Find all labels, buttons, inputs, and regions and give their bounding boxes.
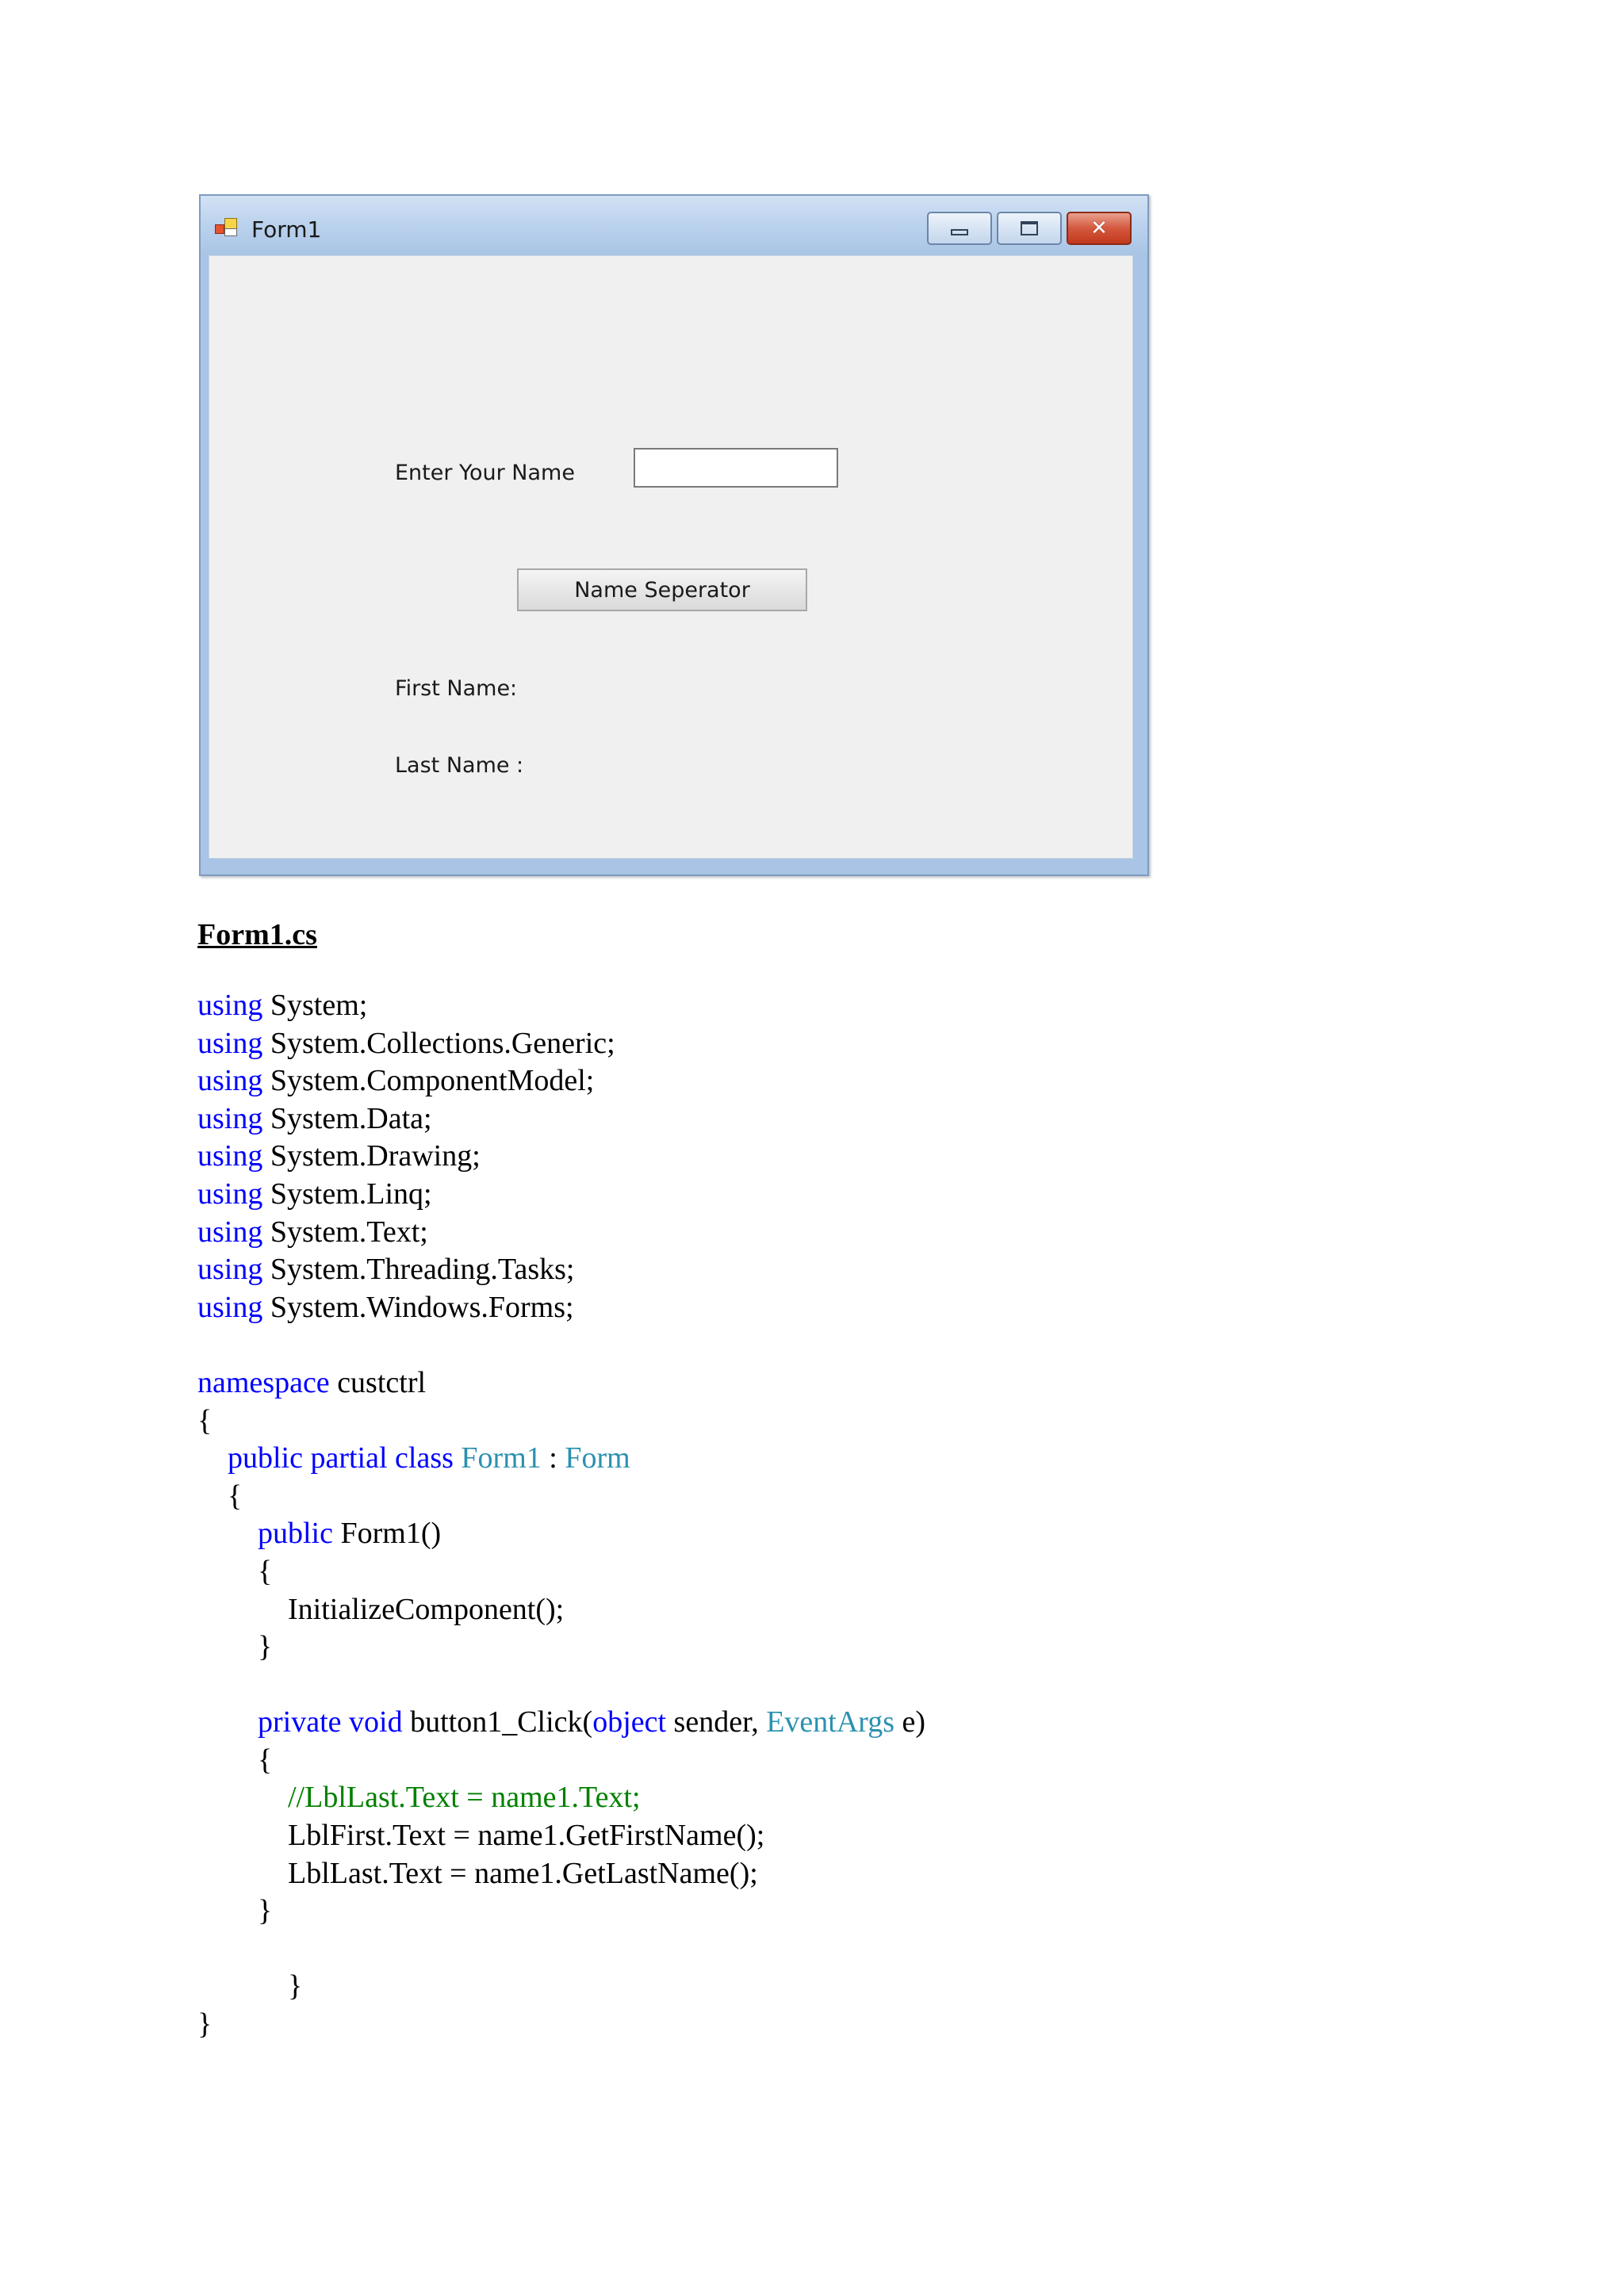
code-token: Form [565, 1441, 630, 1475]
code-listing [197, 987, 925, 2044]
code-token [342, 1705, 350, 1739]
code-token: { [197, 1554, 273, 1588]
code-line [197, 1214, 925, 1252]
code-line [197, 1591, 925, 1629]
close-button[interactable] [1067, 212, 1132, 245]
code-line [197, 1628, 925, 1667]
code-token: System.Collections.Generic; [262, 1026, 615, 1060]
code-token [197, 1441, 228, 1475]
code-line [197, 1704, 925, 1742]
code-line [197, 1440, 925, 1478]
code-token: { [197, 1479, 243, 1513]
code-line [197, 1402, 925, 1441]
code-token: : [541, 1441, 565, 1475]
code-token: LblLast.Text = name1.GetLastName(); [197, 1856, 758, 1890]
code-line [197, 1968, 925, 2006]
code-token: Form1 [461, 1441, 542, 1475]
window-controls [927, 212, 1132, 247]
code-line [197, 1779, 925, 1817]
code-token: using [197, 1139, 263, 1173]
code-line [197, 1100, 925, 1138]
code-token: //LblLast.Text = name1.Text; [288, 1781, 641, 1815]
code-token: System.Windows.Forms; [262, 1290, 574, 1324]
code-line [197, 1289, 925, 1327]
code-token: using [197, 989, 263, 1022]
code-token: using [197, 1253, 263, 1287]
code-token: public partial class [228, 1441, 454, 1475]
code-line [197, 1553, 925, 1591]
code-token: using [197, 1064, 263, 1098]
code-token: } [197, 2007, 213, 2042]
code-token: using [197, 1177, 263, 1211]
code-token: InitializeComponent(); [197, 1592, 565, 1626]
code-token [454, 1441, 462, 1475]
code-token: e) [894, 1705, 926, 1739]
code-token: } [197, 1969, 303, 2003]
app-form-icon [215, 218, 237, 235]
code-line [197, 1251, 925, 1289]
name-input[interactable] [634, 448, 838, 488]
document-heading: Form1.cs [197, 918, 317, 951]
close-icon: ✕ [1090, 216, 1108, 240]
code-line [197, 1892, 925, 1931]
code-token: { [197, 1743, 273, 1777]
window-titlebar [201, 196, 1147, 255]
code-line [197, 1931, 925, 1969]
code-line [197, 1478, 925, 1516]
last-name-label: Last Name : [395, 753, 524, 778]
code-token: System.Linq; [262, 1177, 432, 1211]
maximize-button[interactable] [997, 212, 1062, 245]
code-token: } [197, 1630, 273, 1664]
code-line [197, 1364, 925, 1402]
code-line [197, 1817, 925, 1855]
code-token: System; [262, 989, 368, 1022]
code-token: System.ComponentModel; [262, 1064, 595, 1098]
code-token: object [592, 1705, 667, 1739]
code-token: namespace [197, 1365, 330, 1399]
code-token: using [197, 1101, 263, 1135]
code-token: private [258, 1705, 342, 1739]
first-name-label: First Name: [395, 676, 518, 701]
code-line [197, 1025, 925, 1063]
code-token: custctrl [329, 1365, 427, 1399]
code-token: LblFirst.Text = name1.GetFirstName(); [197, 1819, 765, 1853]
code-token: System.Text; [262, 1215, 428, 1249]
code-line [197, 987, 925, 1025]
code-token: using [197, 1026, 263, 1060]
code-token: { [197, 1403, 213, 1437]
form1-window-screenshot [199, 194, 1149, 876]
code-token: button1_Click( [402, 1705, 593, 1739]
window-title: Form1 [251, 216, 322, 243]
code-line [197, 1326, 925, 1364]
code-line [197, 1855, 925, 1893]
code-token: sender, [666, 1705, 767, 1739]
code-token: using [197, 1215, 263, 1249]
code-token: Form1() [332, 1517, 442, 1551]
code-token: using [197, 1290, 263, 1324]
name-separator-button[interactable]: Name Seperator [517, 568, 807, 611]
code-token: void [349, 1705, 403, 1739]
code-token: System.Drawing; [262, 1139, 481, 1173]
code-line [197, 1062, 925, 1100]
code-line [197, 1742, 925, 1780]
code-token: EventArgs [766, 1705, 895, 1739]
enter-name-label: Enter Your Name [395, 461, 575, 485]
minimize-icon [951, 229, 968, 235]
code-token: } [197, 1894, 273, 1928]
code-token: System.Threading.Tasks; [262, 1253, 575, 1287]
code-line [197, 1515, 925, 1553]
maximize-icon [1021, 221, 1038, 235]
code-line [197, 2006, 925, 2044]
code-line [197, 1138, 925, 1176]
minimize-button[interactable] [927, 212, 992, 245]
code-token [197, 1781, 288, 1814]
code-token: System.Data; [262, 1101, 432, 1135]
form-client-area [209, 255, 1133, 859]
code-token: public [258, 1517, 333, 1551]
code-token [197, 1705, 258, 1739]
code-line [197, 1667, 925, 1705]
code-line [197, 1176, 925, 1214]
code-token [197, 1517, 258, 1550]
